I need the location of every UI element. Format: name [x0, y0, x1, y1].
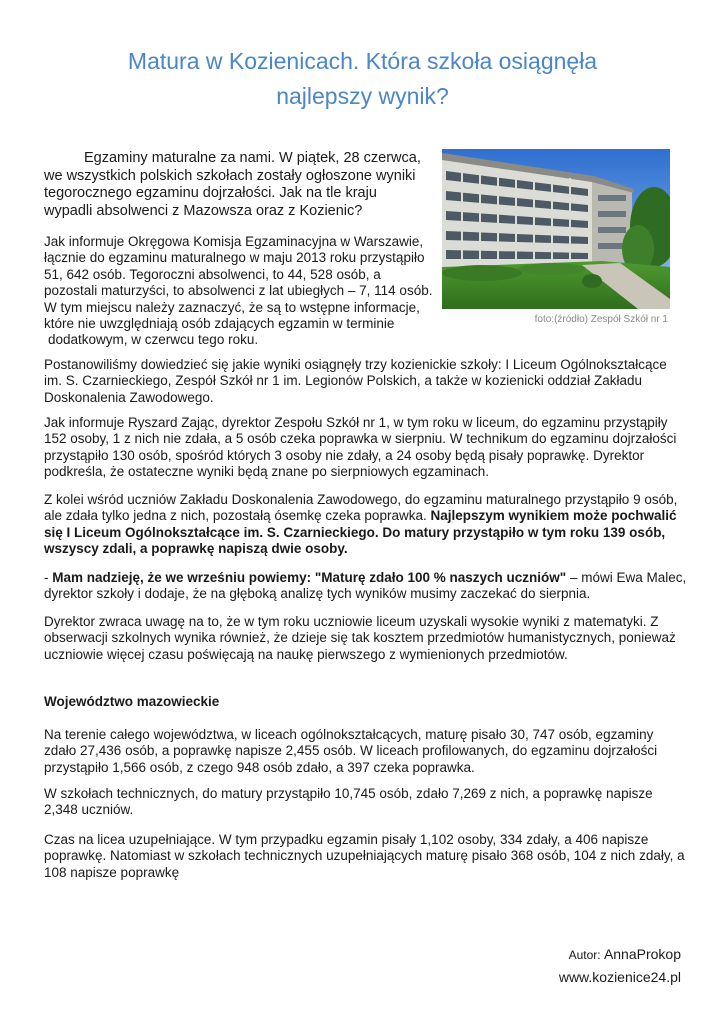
text-line: które nie uwzględniają osób zdających egzamin w terminie — [44, 316, 395, 332]
text-line: zdało 27,436 osób, a poprawkę napisze 2,455 osób. W liceach profilowanych, do egzaminu dojrzałości — [44, 743, 658, 759]
text-line: uczniowie więcej czasu poświęcają na naukę pierwszego z wymienionych przedmiotów. — [44, 646, 568, 662]
text-line: Postanowiliśmy dowiedzieć się jakie wyniki osiągnęły trzy kozienickie szkoły: I Liceum Ogólnokształcące — [44, 357, 667, 372]
text-line: Czas na licea uzupełniające. W tym przypadku egzamin pisały 1,102 osoby, 334 zdały, a 406 napisze — [44, 832, 649, 847]
text-line: obserwacji szkolnych wynika również, że dzieje się tak kosztem przedmiotów humanistycznych, ponieważ — [44, 630, 676, 646]
lead-paragraph — [44, 150, 434, 220]
text-line: Dyrektor zwraca uwagę na to, że w tym roku uczniowie liceum uzyskali wysokie wyniki z matematyki. Z — [44, 614, 659, 629]
paragraph-schools — [44, 357, 684, 406]
text-line: przystąpiło 1,566 osób, z czego 948 osób zdało, a 397 czeka poprawka. — [44, 759, 475, 775]
text-line: 108 napisze poprawkę — [44, 864, 180, 880]
text-line: 51, 642 osób. Tegoroczni absolwenci, to 44, 528 osób, a — [44, 266, 381, 282]
text-line: 152 osoby, 1 z nich nie zdała, a 5 osób czeka poprawka w sierpniu. W technikum do egzaminu dojrzałości — [44, 431, 677, 447]
text-line: Na terenie całego województwa, w liceach ogólnokształcących, maturę pisało 30, 747 osób, egzaminy — [44, 727, 654, 742]
paragraph-voivodeship — [44, 727, 684, 776]
section-heading: Województwo mazowieckie — [44, 694, 220, 709]
title-line: najlepszy wynik? — [276, 83, 449, 109]
site-url[interactable]: www.kozienice24.pl — [558, 969, 681, 985]
text-line: dyrektor szkoły i dodaje, że na głęboką analizę tych wyników musimy zaczekać do sierpnia. — [44, 586, 591, 602]
text-line: W szkołach technicznych, do matury przystąpiło 10,745 osób, zdało 7,269 z nich, a poprawkę napisze — [44, 786, 653, 801]
text-line: podkreśla, że ostateczne wyniki będą znane po sierpniowych egzaminach. — [44, 464, 490, 480]
text-line: im. S. Czarnieckiego, Zespół Szkół nr 1 im. Legionów Polskich, a także w kozienicki oddział Zakładu — [44, 373, 643, 389]
paragraph-okregowa — [44, 234, 434, 349]
lead-line: Egzaminy maturalne za nami. W piątek, 28 czerwca, — [84, 150, 421, 166]
paragraph-zajac — [44, 415, 684, 481]
text-line: W tym miejscu należy zaznaczyć, że są to wstępne informacje, — [44, 299, 420, 315]
text-line: ale zdała tylko jedna z nich, pozostałą ósemkę czeka poprawka. Najlepszym wynikiem może pochwalić — [44, 508, 677, 524]
lead-line: we wszystkich polskich szkołach zostały ogłoszone wyniki — [44, 167, 416, 184]
text-line: pozostali maturzyści, to absolwenci z lat ubiegłych – 7, 114 osób. — [44, 283, 433, 299]
text-line: wszyscy zdali, a poprawkę napiszą dwie osoby. — [44, 541, 348, 557]
author-line: Autor: AnnaProkop — [568, 946, 681, 962]
text-line: - Mam nadzieję, że we wrześniu powiemy: "Maturę zdało 100 % naszych uczniów" – mówi Ewa Malec, — [44, 570, 687, 585]
lead-line: tegorocznego egzaminu dojrzałości. Jak na tle kraju — [44, 185, 377, 201]
text-line: 2,348 uczniów. — [44, 802, 134, 818]
paragraph-zdz — [44, 492, 684, 558]
text-line: się I Liceum Ogólnokształcące im. S. Czarnieckiego. Do matury przystąpiło w tym roku 139 osób, — [44, 524, 666, 540]
title-line: Matura w Kozienicach. Która szkoła osiągnęła — [127, 48, 598, 74]
author-name: AnnaProkop — [603, 946, 681, 962]
text-line: poprawkę. Natomiast w szkołach technicznych uzupełniających maturę pisało 368 osób, 104 z nich zdały, a — [44, 848, 685, 864]
text-line: przystąpiło 130 osób, spośród których 3 osoby nie zdały, a 24 osoby będą pisały poprawkę. Dyrektor — [44, 447, 645, 463]
text-line: łącznie do egzaminu maturalnego w maju 2013 roku przystąpiło — [44, 250, 425, 266]
school-photo — [442, 149, 670, 309]
author-block — [559, 943, 681, 988]
text-line: dodatkowym, w czerwcu tego roku. — [48, 332, 259, 348]
paragraph-math — [44, 614, 684, 663]
lead-line: wypadli absolwenci z Mazowsza oraz z Kozienic? — [44, 202, 363, 219]
article-title — [40, 44, 685, 114]
paragraph-supplementary — [44, 832, 684, 881]
paragraph-quote — [44, 570, 687, 603]
text-line: Jak informuje Okręgowa Komisja Egzaminacyjna w Warszawie, — [44, 234, 424, 249]
photo-caption: foto:(źródło) Zespół Szkół nr 1 — [534, 314, 668, 325]
text-line: Z kolei wśród uczniów Zakładu Doskonalenia Zawodowego, do egzaminu maturalnego przystąpiło 9 osób, — [44, 492, 678, 507]
paragraph-technical — [44, 786, 684, 819]
text-line: Jak informuje Ryszard Zając, dyrektor Zespołu Szkół nr 1, w tym roku w liceum, do egzaminu przystąpiły — [44, 415, 668, 430]
text-line: Doskonalenia Zawodowego. — [44, 389, 214, 405]
